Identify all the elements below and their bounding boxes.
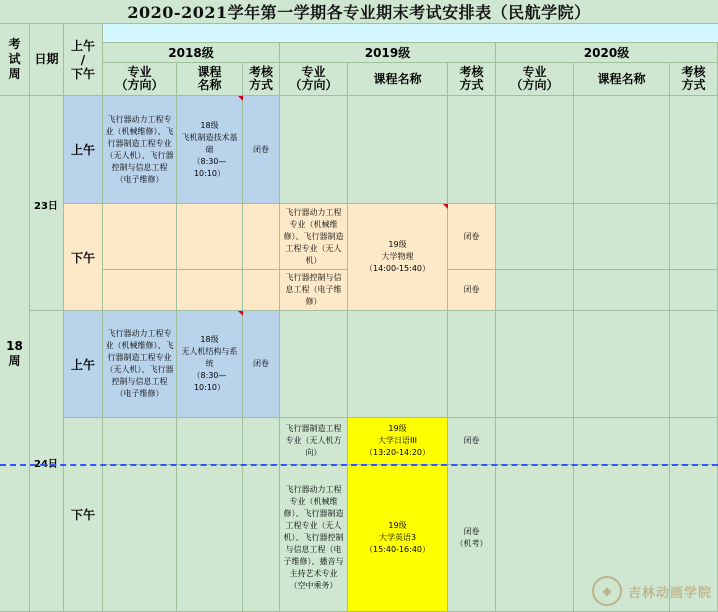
- cell-23pm-2018-major-a: [103, 204, 177, 270]
- cell-23pm-2018-course-b: [177, 270, 243, 311]
- cell-23pm-2020-method-a: [670, 204, 718, 270]
- cell-24am-2018-major: 飞行器动力工程专业（机械维修）、飞行器制造工程专业（无人机）、飞行器控制与信息工程（电子维修）: [103, 311, 177, 418]
- cell-23pm-2019-course: 19级 大学物理 （14:00-15:40）: [348, 204, 448, 311]
- cell-23pm-2019-method-b: 闭卷: [448, 270, 496, 311]
- header-grade-2019: 2019级: [280, 43, 496, 63]
- header-exam-week: 考 试 周: [0, 24, 30, 96]
- page-break-line: [0, 464, 718, 466]
- header-2018-course: 课程 名称: [177, 63, 243, 96]
- cell-23am-2018-major: 飞行器动力工程专业（机械维修）、飞行器制造工程专业（无人机）、飞行器控制与信息工程（电子维修）: [103, 96, 177, 204]
- cell-23pm-2020-course-b: [574, 270, 670, 311]
- page-title: 2020-2021学年第一学期各专业期末考试安排表（民航学院）: [0, 0, 718, 24]
- cell-24am-2019-course: [348, 311, 448, 418]
- cell-23am-2020-course: [574, 96, 670, 204]
- cell-23pm-2020-method-b: [670, 270, 718, 311]
- cell-24am-2019-major: [280, 311, 348, 418]
- cell-24pm-2018-method-b: [243, 465, 280, 612]
- watermark-text: 吉林动画学院: [627, 585, 712, 601]
- cell-23pm-2020-major-b: [496, 270, 574, 311]
- header-2019-major: 专业 （方向）: [280, 63, 348, 96]
- period-23-pm: 下午: [64, 204, 103, 311]
- cell-24pm-2018-major-a: [103, 418, 177, 465]
- cell-24pm-2019-major-a: 飞行器制造工程专业（无人机方向）: [280, 418, 348, 465]
- period-24-am: 上午: [64, 311, 103, 418]
- cell-24pm-2018-major-b: [103, 465, 177, 612]
- cell-23pm-2018-method-b: [243, 270, 280, 311]
- watermark-logo-icon: ◆: [592, 576, 622, 606]
- cell-23am-2018-course: 18级 飞机制造技术基础 （8:30—10:10）: [177, 96, 243, 204]
- header-2019-course: 课程名称: [348, 63, 448, 96]
- header-grade-2018: 2018级: [103, 43, 280, 63]
- header-2018-method: 考核 方式: [243, 63, 280, 96]
- cell-23pm-2020-course-a: [574, 204, 670, 270]
- cell-23am-2020-method: [670, 96, 718, 204]
- cell-23am-2019-course: [348, 96, 448, 204]
- cell-24pm-2020-method-a: [670, 418, 718, 465]
- cell-23pm-2019-method-a: 闭卷: [448, 204, 496, 270]
- cell-23am-2020-major: [496, 96, 574, 204]
- cell-24am-2019-method: [448, 311, 496, 418]
- cell-24am-2018-method: 闭卷: [243, 311, 280, 418]
- header-2020-major: 专业 （方向）: [496, 63, 574, 96]
- week-label: 18 周: [0, 96, 30, 612]
- cell-24am-2018-course: 18级 无人机结构与系统 （8:30—10:10）: [177, 311, 243, 418]
- period-23-am: 上午: [64, 96, 103, 204]
- date-24: 24日: [30, 311, 64, 612]
- cell-24am-2020-course: [574, 311, 670, 418]
- cell-23pm-2018-method-a: [243, 204, 280, 270]
- cell-24pm-2020-course-a: [574, 418, 670, 465]
- header-2020-course: 课程名称: [574, 63, 670, 96]
- cell-24pm-2020-major-b: [496, 465, 574, 612]
- header-ampm: 上午 / 下午: [64, 24, 103, 96]
- cell-23pm-2018-major-b: [103, 270, 177, 311]
- cell-24am-2020-method: [670, 311, 718, 418]
- date-23: 23日: [30, 96, 64, 311]
- cell-24pm-2019-course-a: 19级 大学日语III （13:20-14:20）: [348, 418, 448, 465]
- cell-24pm-2019-method-a: 闭卷: [448, 418, 496, 465]
- cell-24pm-2020-major-a: [496, 418, 574, 465]
- cell-24pm-2018-course-b: [177, 465, 243, 612]
- header-2019-method: 考核 方式: [448, 63, 496, 96]
- cell-24pm-2019-major-b: 飞行器动力工程专业（机械维修）、飞行器制造工程专业（无人机）、飞行器控制与信息工程（电子维修）、播音与主持艺术专业（空中乘务）: [280, 465, 348, 612]
- cell-23pm-2018-course-a: [177, 204, 243, 270]
- cell-24pm-2018-method-a: [243, 418, 280, 465]
- header-2020-method: 考核 方式: [670, 63, 718, 96]
- cell-23am-2018-method: 闭卷: [243, 96, 280, 204]
- watermark: [592, 576, 712, 606]
- cell-23pm-2020-major-a: [496, 204, 574, 270]
- cell-24pm-2019-method-b: 闭卷 （机考）: [448, 465, 496, 612]
- header-grade-2020: 2020级: [496, 43, 718, 63]
- cell-24pm-2018-course-a: [177, 418, 243, 465]
- cell-23am-2019-major: [280, 96, 348, 204]
- cell-23am-2019-method: [448, 96, 496, 204]
- header-2018-major: 专业 （方向）: [103, 63, 177, 96]
- period-24-pm: 下午: [64, 418, 103, 612]
- cell-23pm-2019-major-b: 飞行器控制与信息工程（电子维修）: [280, 270, 348, 311]
- cell-23pm-2019-major-a: 飞行器动力工程专业（机械维修）、飞行器制造工程专业（无人机）: [280, 204, 348, 270]
- header-highlight-bar: [103, 24, 718, 43]
- cell-24am-2020-major: [496, 311, 574, 418]
- cell-24pm-2019-course-b: 19级 大学英语3 （15:40-16:40）: [348, 465, 448, 612]
- header-date: 日期: [30, 24, 64, 96]
